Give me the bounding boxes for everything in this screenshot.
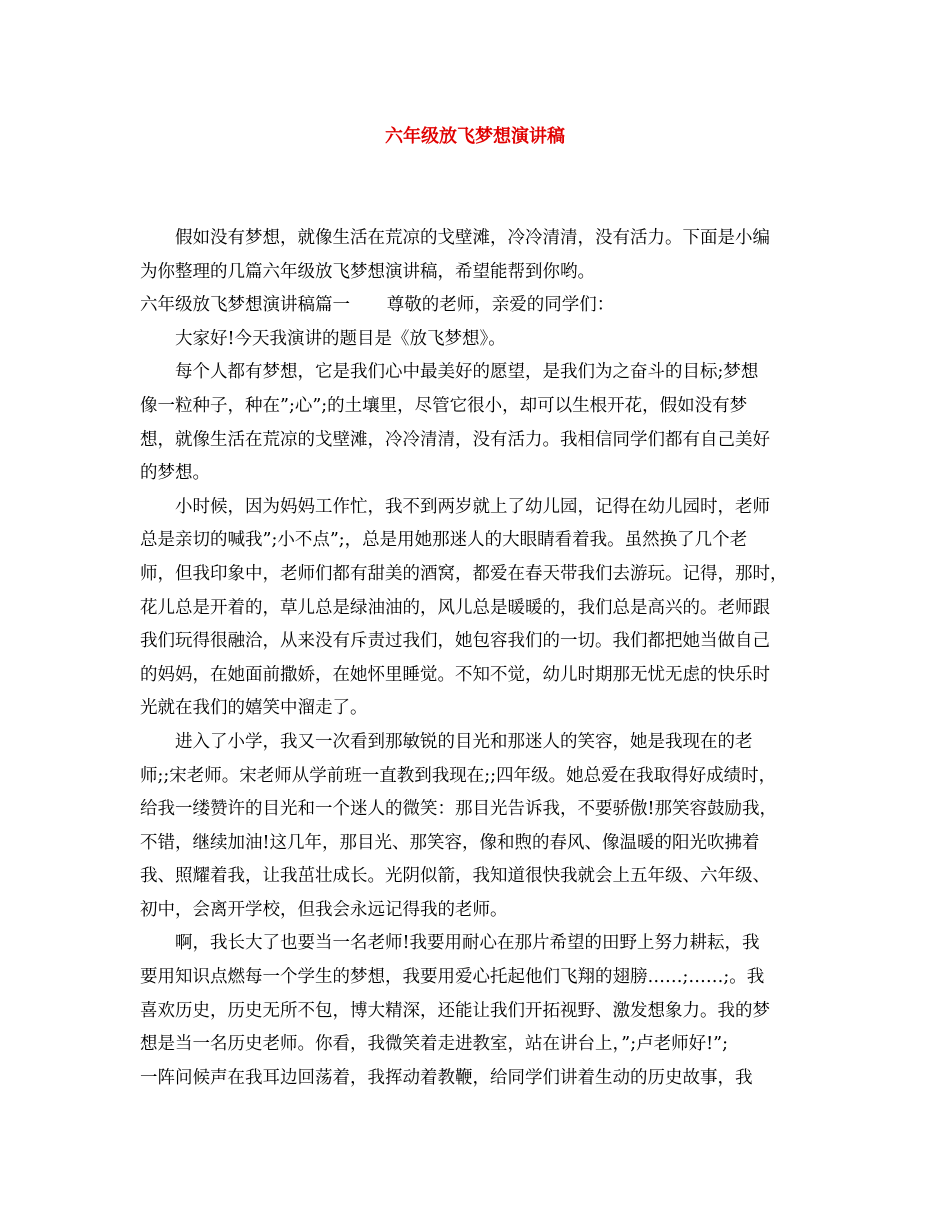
text-line: 的梦想。 xyxy=(140,463,210,484)
text-line: 光就在我们的嬉笑中溜走了。 xyxy=(140,698,368,719)
document-body xyxy=(140,222,820,1095)
text-line: 师，但我印象中，老师们都有甜美的酒窝，都爱在春天带我们去游玩。记得，那时， xyxy=(140,563,788,584)
text-line: 的妈妈，在她面前撒娇，在她怀里睡觉。不知不觉，幼儿时期那无忧无虑的快乐时 xyxy=(140,664,770,685)
text-line: 不错，继续加油!这几年，那目光、那笑容，像和煦的春风、像温暖的阳光吹拂着 xyxy=(140,832,760,853)
text-line: 要用知识点燃每一个学生的梦想，我要用爱心托起他们飞翔的翅膀……;……;。我 xyxy=(140,967,765,988)
section-heading-line xyxy=(140,289,820,323)
text-line: 总是亲切的喊我”;小不点”;，总是用她那迷人的大眼睛看着我。虽然换了几个老 xyxy=(140,530,748,551)
text-line: 想，就像生活在荒凉的戈壁滩，冷冷清清，没有活力。我相信同学们都有自己美好 xyxy=(140,429,770,450)
text-line: 像一粒种子，种在”;心”;的土壤里，尽管它很小，却可以生根开花，假如没有梦 xyxy=(140,395,748,416)
text-line: 初中，会离开学校，但我会永远记得我的老师。 xyxy=(140,899,508,920)
text-line: 一阵问候声在我耳边回荡着，我挥动着教鞭，给同学们讲着生动的历史故事，我 xyxy=(140,1067,753,1088)
text-line: 大家好!今天我演讲的题目是《放飞梦想》。 xyxy=(175,328,506,349)
text-line: 想是当一名历史老师。你看，我微笑着走进教室，站在讲台上，”;卢老师好!”; xyxy=(140,1034,728,1055)
text-line: 花儿总是开着的，草儿总是绿油油的，风儿总是暖暖的，我们总是高兴的。老师跟 xyxy=(140,597,770,618)
document-title: 六年级放飞梦想演讲稿 xyxy=(385,126,565,147)
section-heading: 六年级放飞梦想演讲稿篇一 xyxy=(140,295,350,316)
text-line: 我、照耀着我，让我茁壮成长。光阴似箭，我知道很快我就会上五年级、六年级、 xyxy=(140,866,770,887)
text-line: 啊，我长大了也要当一名老师!我要用耐心在那片希望的田野上努力耕耘，我 xyxy=(175,933,760,954)
text-line: 喜欢历史，历史无所不包，博大精深，还能让我们开拓视野、激发想象力。我的梦 xyxy=(140,1000,770,1021)
text-line: 每个人都有梦想，它是我们心中最美好的愿望，是我们为之奋斗的目标;梦想 xyxy=(175,362,759,383)
text-line: 进入了小学，我又一次看到那敏锐的目光和那迷人的笑容，她是我现在的老 xyxy=(175,731,753,752)
salutation: 尊敬的老师，亲爱的同学们： xyxy=(386,295,615,316)
text-line: 假如没有梦想，就像生活在荒凉的戈壁滩，冷冷清清，没有活力。下面是小编 xyxy=(175,228,770,248)
text-line: 师;;宋老师。宋老师从学前班一直教到我现在;;四年级。她总爱在我取得好成绩时， xyxy=(140,765,777,786)
text-line: 为你整理的几篇六年级放飞梦想演讲稿，希望能帮到你哟。 xyxy=(140,261,595,282)
text-line: 给我一缕赞许的目光和一个迷人的微笑：那目光告诉我，不要骄傲!那笑容鼓励我， xyxy=(140,799,778,820)
text-line: 小时候，因为妈妈工作忙，我不到两岁就上了幼儿园，记得在幼儿园时，老师 xyxy=(175,496,770,517)
text-line: 我们玩得很融洽，从来没有斥责过我们，她包容我们的一切。我们都把她当做自己 xyxy=(140,631,770,652)
